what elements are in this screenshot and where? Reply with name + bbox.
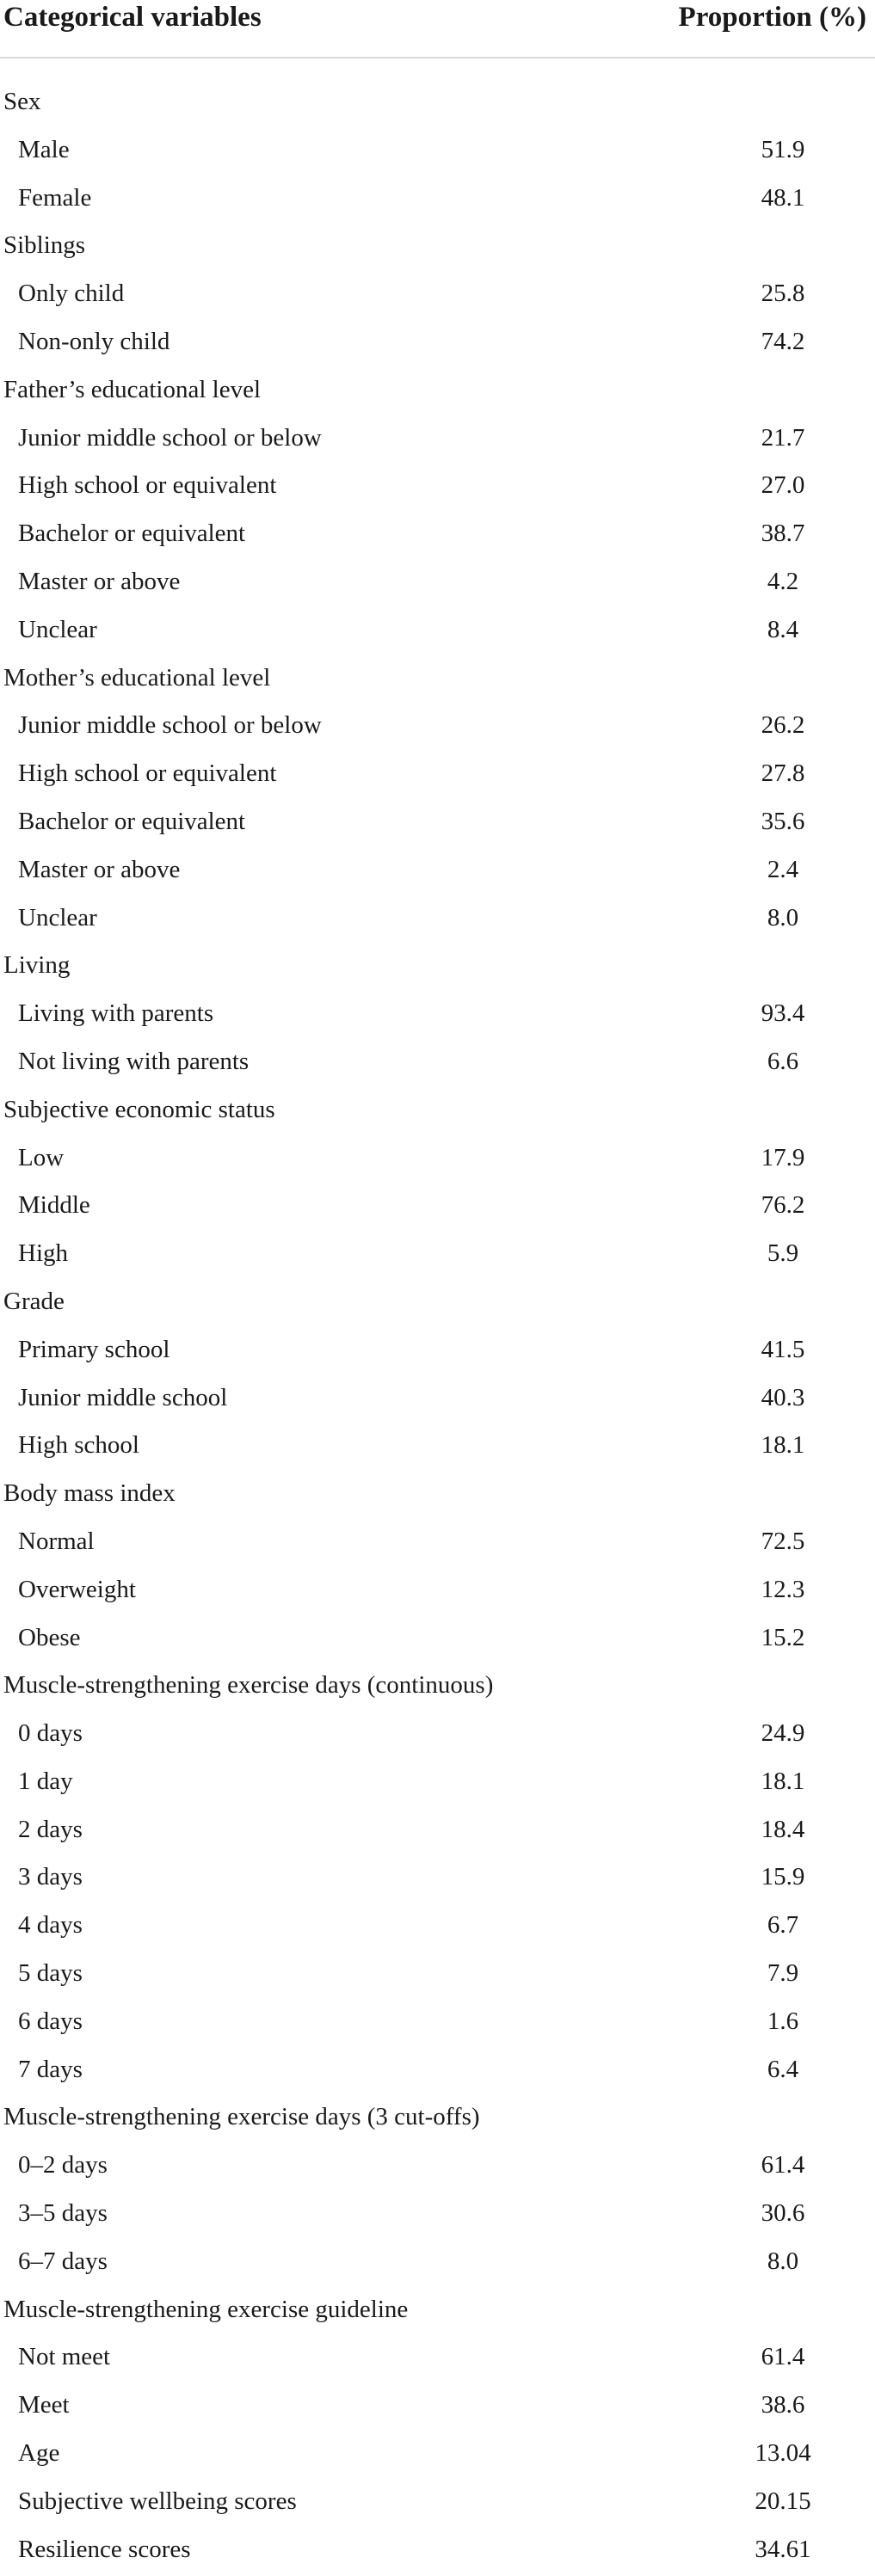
proportion-value: 61.4 <box>761 2343 805 2371</box>
category-label: Muscle-strengthening exercise days (continuous) <box>3 1671 494 1700</box>
proportion-value: 61.4 <box>761 2151 805 2179</box>
row-label: Primary school <box>18 1335 170 1363</box>
proportion-value: 27.0 <box>761 471 805 500</box>
row-label: 3–5 days <box>18 2199 108 2228</box>
row-label: Bachelor or equivalent <box>18 807 246 835</box>
table-row <box>0 273 875 321</box>
proportion-value: 17.9 <box>761 1143 805 1171</box>
category-label: Siblings <box>3 231 86 260</box>
category-label: Muscle-strengthening exercise days (3 cut-offs) <box>3 2103 480 2131</box>
proportion-value: 25.8 <box>761 280 805 308</box>
category-row <box>0 1089 875 1137</box>
row-label: Resilience scores <box>18 2535 191 2563</box>
proportion-value: 6.7 <box>767 1911 799 1940</box>
proportion-value: 6.6 <box>767 1047 799 1075</box>
proportion-value: 8.0 <box>767 2247 799 2275</box>
header-categorical-variables: Categorical variables <box>3 2 262 33</box>
table-row <box>0 609 875 657</box>
row-label: Female <box>18 183 92 212</box>
table-row <box>0 2144 875 2192</box>
table-row <box>0 1329 875 1377</box>
header-proportion: Proportion (%) <box>678 2 866 33</box>
category-row <box>0 2096 875 2144</box>
proportion-value: 8.4 <box>767 615 799 643</box>
table-row <box>0 1856 875 1904</box>
proportion-value: 27.8 <box>761 759 805 788</box>
proportion-value: 38.6 <box>761 2391 805 2419</box>
row-label: Junior middle school <box>18 1383 228 1411</box>
table-row <box>0 2336 875 2384</box>
row-label: 7 days <box>18 2055 83 2083</box>
table-row <box>0 2384 875 2432</box>
category-row <box>0 657 875 705</box>
row-label: Only child <box>18 280 125 308</box>
table-row <box>0 1904 875 1952</box>
row-label: 4 days <box>18 1911 83 1940</box>
row-label: High school <box>18 1431 139 1460</box>
proportion-value: 34.61 <box>755 2535 811 2563</box>
row-label: High school or equivalent <box>18 471 277 500</box>
row-label: 5 days <box>18 1959 83 1988</box>
row-label: Not meet <box>18 2343 111 2371</box>
table-header <box>0 0 875 58</box>
table-body <box>0 58 875 2576</box>
row-label: Not living with parents <box>18 1047 250 1075</box>
proportion-value: 74.2 <box>761 327 805 355</box>
table-row <box>0 1041 875 1089</box>
proportion-value: 15.2 <box>761 1623 805 1651</box>
proportion-value: 41.5 <box>761 1335 805 1363</box>
row-label: 6–7 days <box>18 2247 108 2275</box>
category-label: Sex <box>3 88 41 115</box>
table-row <box>0 177 875 225</box>
row-label: Junior middle school or below <box>18 711 322 740</box>
row-label: High <box>18 1239 68 1268</box>
row-label: 0–2 days <box>18 2151 108 2179</box>
row-label: 3 days <box>18 1863 83 1891</box>
row-label: Meet <box>18 2391 70 2419</box>
row-label: Bachelor or equivalent <box>18 520 246 548</box>
table-row <box>0 1809 875 1857</box>
category-label: Living <box>3 951 71 980</box>
proportion-value: 1.6 <box>767 2007 799 2035</box>
category-row <box>0 944 875 993</box>
category-label: Father’s educational level <box>3 375 262 403</box>
row-label: Middle <box>18 1191 90 1220</box>
table-row <box>0 2529 875 2576</box>
table-row <box>0 2001 875 2049</box>
row-label: 0 days <box>18 1719 83 1748</box>
category-row <box>0 224 875 273</box>
proportion-value: 48.1 <box>761 183 805 212</box>
category-row <box>0 1664 875 1712</box>
proportion-value: 2.4 <box>767 855 799 883</box>
proportion-value: 72.5 <box>761 1527 805 1555</box>
proportion-value: 6.4 <box>767 2055 799 2083</box>
table-row <box>0 2481 875 2529</box>
proportion-value: 21.7 <box>761 423 805 452</box>
row-label: Normal <box>18 1527 95 1555</box>
row-label: Unclear <box>18 615 97 643</box>
table-row <box>0 464 875 513</box>
category-row <box>0 81 875 129</box>
table-row <box>0 1184 875 1233</box>
table-row <box>0 417 875 465</box>
proportion-value: 18.1 <box>761 1431 805 1460</box>
table-row <box>0 2192 875 2241</box>
table-row <box>0 1569 875 1617</box>
proportion-value: 4.2 <box>767 567 799 595</box>
proportion-value: 24.9 <box>761 1719 805 1748</box>
table-row <box>0 561 875 609</box>
table-row <box>0 513 875 561</box>
row-label: Male <box>18 135 70 163</box>
row-label: Master or above <box>18 855 181 883</box>
proportion-value: 26.2 <box>761 711 805 740</box>
row-label: 6 days <box>18 2007 83 2035</box>
table-row <box>0 321 875 369</box>
category-label: Grade <box>3 1287 65 1315</box>
row-label: Non-only child <box>18 327 170 355</box>
table-row <box>0 1712 875 1761</box>
proportion-value: 15.9 <box>761 1863 805 1891</box>
proportion-value: 40.3 <box>761 1383 805 1411</box>
category-label: Body mass index <box>3 1479 176 1508</box>
table-row <box>0 753 875 801</box>
table-row <box>0 1233 875 1281</box>
category-label: Muscle-strengthening exercise guideline <box>3 2295 409 2323</box>
proportion-value: 5.9 <box>767 1239 799 1268</box>
proportion-value: 12.3 <box>761 1575 805 1603</box>
row-label: Living with parents <box>18 999 214 1028</box>
table-row <box>0 1137 875 1185</box>
table-row <box>0 1521 875 1569</box>
category-label: Mother’s educational level <box>3 663 271 692</box>
proportion-value: 13.04 <box>755 2439 811 2468</box>
table-row <box>0 1952 875 2001</box>
table-row <box>0 2049 875 2097</box>
row-label: Obese <box>18 1623 81 1651</box>
table-row <box>0 993 875 1041</box>
proportion-value: 7.9 <box>767 1959 799 1988</box>
proportion-value: 93.4 <box>761 999 805 1028</box>
table-row <box>0 129 875 177</box>
proportion-value: 20.15 <box>755 2487 811 2515</box>
table-row <box>0 849 875 897</box>
row-label: High school or equivalent <box>18 759 277 788</box>
category-row <box>0 2289 875 2337</box>
row-label: Low <box>18 1143 65 1171</box>
proportion-value: 8.0 <box>767 903 799 931</box>
proportion-value: 76.2 <box>761 1191 805 1220</box>
table-row <box>0 1377 875 1425</box>
table-row <box>0 2241 875 2289</box>
category-label: Subjective economic status <box>3 1095 275 1123</box>
row-label: Overweight <box>18 1575 136 1603</box>
table-row <box>0 897 875 945</box>
category-row <box>0 369 875 417</box>
table-row <box>0 801 875 849</box>
row-label: 2 days <box>18 1815 83 1843</box>
table-row <box>0 1761 875 1809</box>
table-row <box>0 1617 875 1665</box>
row-label: 1 day <box>18 1767 73 1795</box>
row-label: Age <box>18 2439 60 2468</box>
category-row <box>0 1281 875 1329</box>
table-row <box>0 1424 875 1472</box>
proportion-value: 30.6 <box>761 2199 805 2228</box>
category-row <box>0 1472 875 1521</box>
table-row <box>0 2432 875 2481</box>
row-label: Master or above <box>18 567 181 595</box>
proportion-value: 35.6 <box>761 807 805 835</box>
proportion-value: 51.9 <box>761 135 805 163</box>
table-row <box>0 704 875 753</box>
row-label: Junior middle school or below <box>18 423 322 452</box>
row-label: Unclear <box>18 903 97 931</box>
row-label: Subjective wellbeing scores <box>18 2487 297 2515</box>
proportion-value: 38.7 <box>761 520 805 548</box>
proportion-value: 18.4 <box>761 1815 805 1843</box>
proportion-value: 18.1 <box>761 1767 805 1795</box>
